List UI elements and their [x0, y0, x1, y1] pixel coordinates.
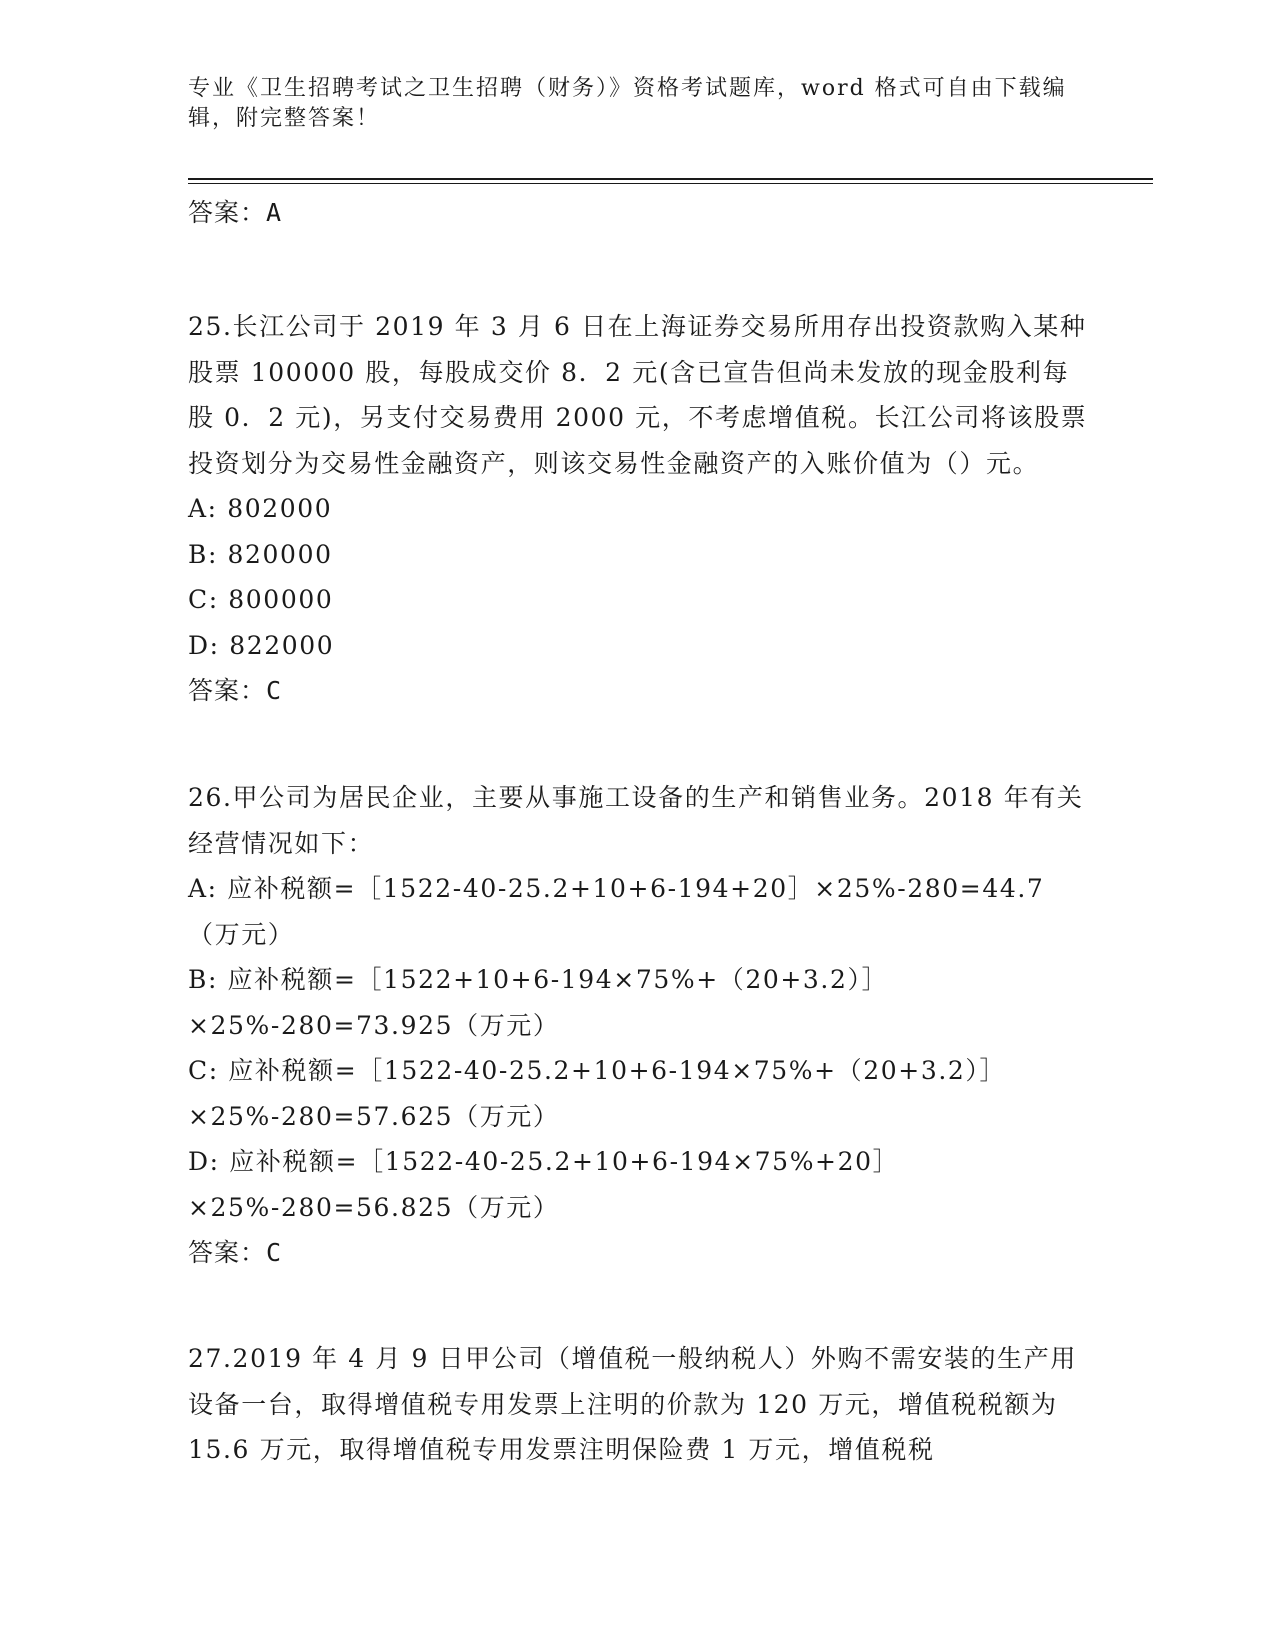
option-b: B: 应补税额=［1522+10+6-194×75%+（20+3.2）］×25%-280=73.925（万元）: [188, 965, 889, 1040]
header-rule-thick: [188, 178, 1153, 180]
option-a: A: 应补税额=［1522-40-25.2+10+6-194+20］×25%-280=44.7（万元）: [188, 874, 1045, 949]
option-b: B: 820000: [188, 539, 333, 569]
answer-q24: 答案：A: [188, 198, 283, 227]
question-list: [188, 190, 1088, 1473]
question-text: 25.长江公司于 2019 年 3 月 6 日在上海证券交易所用存出投资款购入某种股票 100000 股，每股成交价 8．2 元(含已宣告但尚未发放的现金股利每股 0．2 元)，另支付交易费用 2000 元，不考虑增值税。长江公司将该股票投资划分为交易性金融资产，则该交易性金融资产的入账价值为（）元。: [188, 312, 1088, 478]
question-25: [188, 304, 1088, 714]
question-26: [188, 775, 1088, 1276]
answer-q25: 答案：C: [188, 676, 283, 705]
option-a: A: 802000: [188, 494, 333, 523]
option-c: C: 应补税额=［1522-40-25.2+10+6-194×75%+（20+3.2）］×25%-280=57.625（万元）: [188, 1056, 1007, 1131]
question-text: 26.甲公司为居民企业，主要从事施工设备的生产和销售业务。2018 年有关经营情况如下：: [188, 783, 1084, 858]
option-d: D: 应补税额=［1522-40-25.2+10+6-194×75%+20］×25%-280=56.825（万元）: [188, 1147, 900, 1222]
answer-q26: 答案：C: [188, 1238, 283, 1267]
question-27: [188, 1336, 1088, 1473]
option-c: C: 800000: [188, 585, 334, 614]
header-rule-thin: [188, 183, 1153, 184]
option-d: D: 822000: [188, 630, 335, 660]
question-text: 27.2019 年 4 月 9 日甲公司（增值税一般纳税人）外购不需安装的生产用设备一台，取得增值税专用发票上注明的价款为 120 万元，增值税税额为 15.6 万元，取得增值税专用发票注明保险费 1 万元，增值税税: [188, 1344, 1077, 1464]
document-header: 专业《卫生招聘考试之卫生招聘（财务）》资格考试题库，word 格式可自由下载编辑，附完整答案！: [188, 76, 1067, 131]
